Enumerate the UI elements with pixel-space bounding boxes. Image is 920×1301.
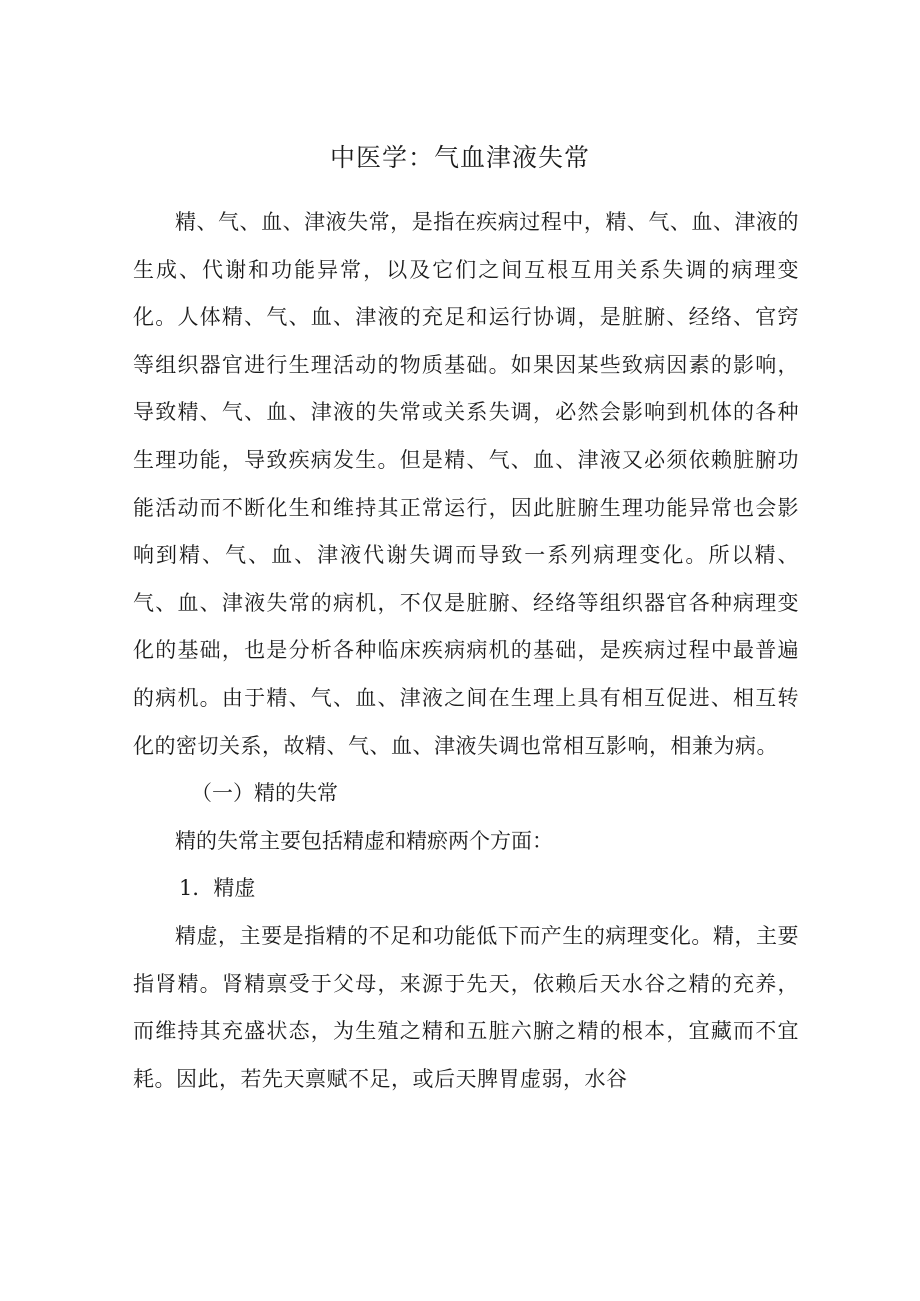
subsection-paragraph: 精虚，主要是指精的不足和功能低下而产生的病理变化。精，主要指肾精。肾精禀受于父母，来源于先天，依赖后天水谷之精的充养，而维持其充盛状态，为生殖之精和五脏六腑之精的根本，宜藏而不宜耗。因此，若先天禀赋不足，或后天脾胃虚弱，水谷 [133, 923, 799, 1091]
section-lead: 精的失常主要包括精虚和精瘀两个方面： [175, 828, 553, 853]
subsection-heading: 1．精虚 [179, 876, 256, 901]
section-heading: （一）精的失常 [191, 781, 338, 806]
document-body [133, 199, 799, 1103]
document-title: 中医学：气血津液失常 [329, 143, 590, 172]
intro-paragraph: 精、气、血、津液失常，是指在疾病过程中，精、气、血、津液的生成、代谢和功能异常，以及它们之间互根互用关系失调的病理变化。人体精、气、血、津液的充足和运行协调，是脏腑、经络、官窍等组织器官进行生理活动的物质基础。如果因某些致病因素的影响，导致精、气、血、津液的失常或关系失调，必然会影响到机体的各种生理功能，导致疾病发生。但是精、气、血、津液又必须依赖脏腑功能活动而不断化生和维持其正常运行，因此脏腑生理功能异常也会影响到精、气、血、津液代谢失调而导致一系列病理变化。所以精、气、血、津液失常的病机，不仅是脏腑、经络等组织器官各种病理变化的基础，也是分析各种临床疾病病机的基础，是疾病过程中最普遍的病机。由于精、气、血、津液之间在生理上具有相互促进、相互转化的密切关系，故精、气、血、津液失调也常相互影响，相兼为病。 [133, 210, 799, 758]
